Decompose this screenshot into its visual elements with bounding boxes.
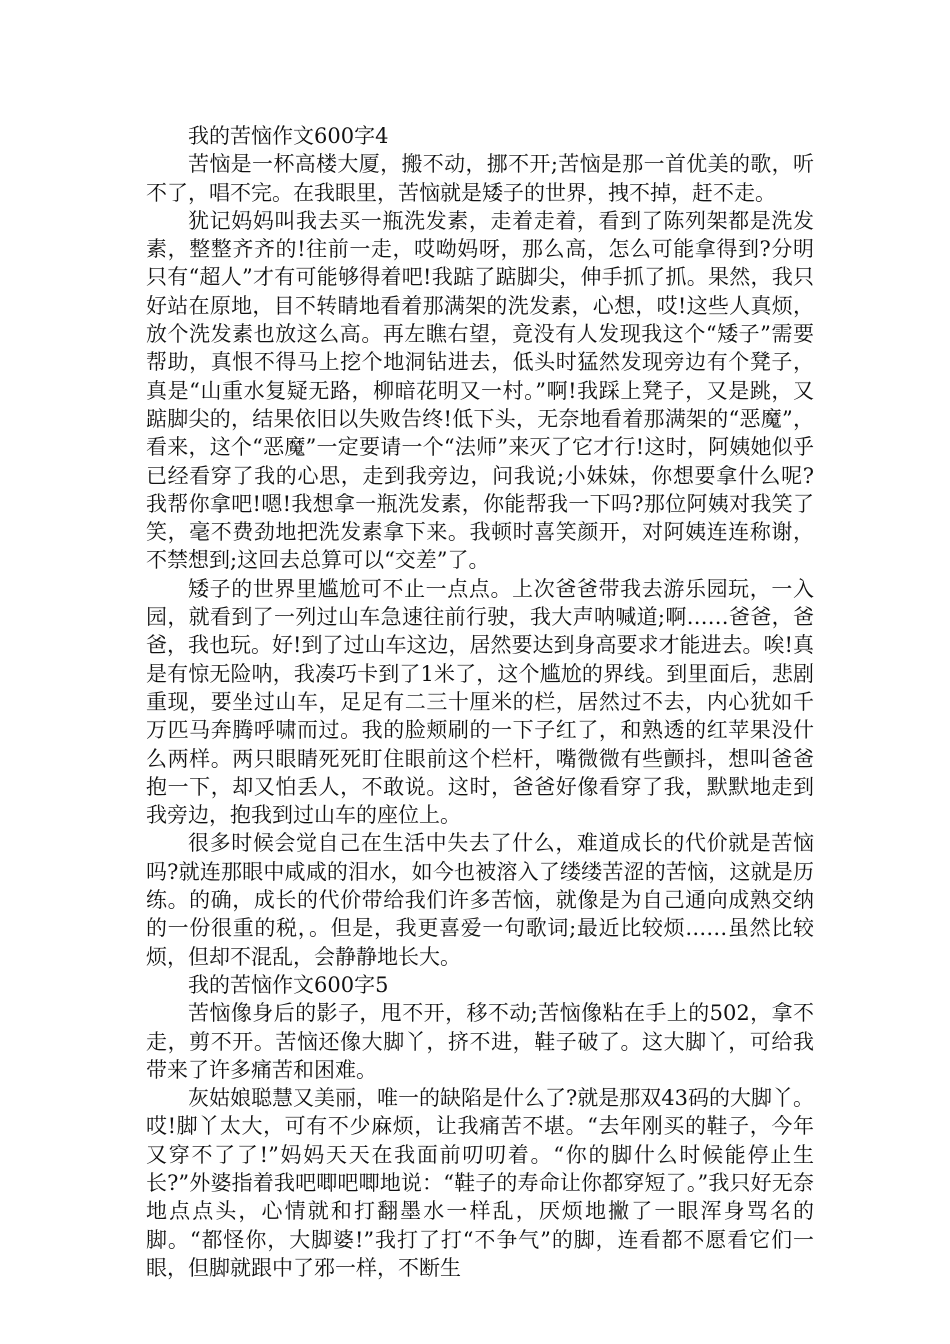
body-paragraph: 很多时候会觉自己在生活中失去了什么，难道成长的代价就是苦恼吗?就连那眼中咸咸的泪水，如今也被溶入了缕缕苦涩的苦恼，这就是历练。的确，成长的代价带给我们许多苦恼，就像是为自己通向成熟交纳的一份很重的税，。但是，我更喜爱一句歌词;最近比较烦……虽然比较烦，但却不混乱，会静静地长大。 bbox=[146, 831, 814, 969]
document-page bbox=[146, 122, 814, 1282]
body-paragraph: 苦恼是一杯高楼大厦，搬不动，挪不开;苦恼是那一首优美的歌，听不了，唱不完。在我眼里，苦恼就是矮子的世界，拽不掉，赶不走。 bbox=[146, 152, 814, 205]
body-paragraph: 苦恼像身后的影子，甩不开，移不动;苦恼像粘在手上的502，拿不走，剪不开。苦恼还像大脚丫，挤不进，鞋子破了。这大脚丫，可给我带来了许多痛苦和困难。 bbox=[146, 1001, 814, 1082]
body-paragraph: 矮子的世界里尴尬可不止一点点。上次爸爸带我去游乐园玩，一入园，就看到了一列过山车急速往前行驶，我大声呐喊道;啊……爸爸，爸爸，我也玩。好!到了过山车这边，居然要达到身高要求才能进去。唉!真是有惊无险呐，我凑巧卡到了1米了，这个尴尬的界线。到里面后，悲剧重现，要坐过山车，足足有二三十厘米的栏，居然过不去，内心犹如千万匹马奔腾呼啸而过。我的脸颊刷的一下子红了，和熟透的红苹果没什么两样。两只眼睛死死盯住眼前这个栏杆，嘴微微有些颤抖，想叫爸爸抱一下，却又怕丢人，不敢说。这时，爸爸好像看穿了我，默默地走到我旁边，抱我到过山车的座位上。 bbox=[146, 576, 814, 828]
essay-title-4: 我的苦恼作文600字4 bbox=[188, 124, 389, 148]
body-paragraph: 犹记妈妈叫我去买一瓶洗发素，走着走着，看到了陈列架都是洗发素，整整齐齐的!往前一走，哎呦妈呀，那么高，怎么可能拿得到?分明只有“超人”才有可能够得着吧!我踮了踮脚尖，伸手抓了抓。果然，我只好站在原地，目不转睛地看着那满架的洗发素，心想，哎!这些人真烦，放个洗发素也放这么高。再左瞧右望，竟没有人发现我这个“矮子”需要帮助，真恨不得马上挖个地洞钻进去，低头时猛然发现旁边有个凳子，真是“山重水复疑无路，柳暗花明又一村。”啊!我踩上凳子，又是跳，又踮脚尖的，结果依旧以失败告终!低下头，无奈地看着那满架的“恶魔”，看来，这个“恶魔”一定要请一个“法师”来灭了它才行!这时，阿姨她似乎已经看穿了我的心思，走到我旁边，问我说;小妹妹，你想要拿什么呢?我帮你拿吧!嗯!我想拿一瓶洗发素，你能帮我一下吗?那位阿姨对我笑了笑，毫不费劲地把洗发素拿下来。我顿时喜笑颜开，对阿姨连连称谢，不禁想到;这回去总算可以“交差”了。 bbox=[146, 208, 814, 573]
essay-title-5: 我的苦恼作文600字5 bbox=[188, 972, 389, 997]
body-paragraph: 灰姑娘聪慧又美丽，唯一的缺陷是什么了?就是那双43码的大脚丫。哎!脚丫太大，可有不少麻烦，让我痛苦不堪。“去年刚买的鞋子，今年又穿不了了!”妈妈天天在我面前叨叨着。“你的脚什么时候能停止生长?”外婆指着我吧唧吧唧地说：“鞋子的寿命让你都穿短了。”我只好无奈地点点头，心情就和打翻墨水一样乱，厌烦地撇了一眼浑身骂名的脚。“都怪你，大脚婆!”我打了打“不争气”的脚，连看都不愿看它们一眼，但脚就跟中了邪一样，不断生 bbox=[146, 1086, 814, 1280]
